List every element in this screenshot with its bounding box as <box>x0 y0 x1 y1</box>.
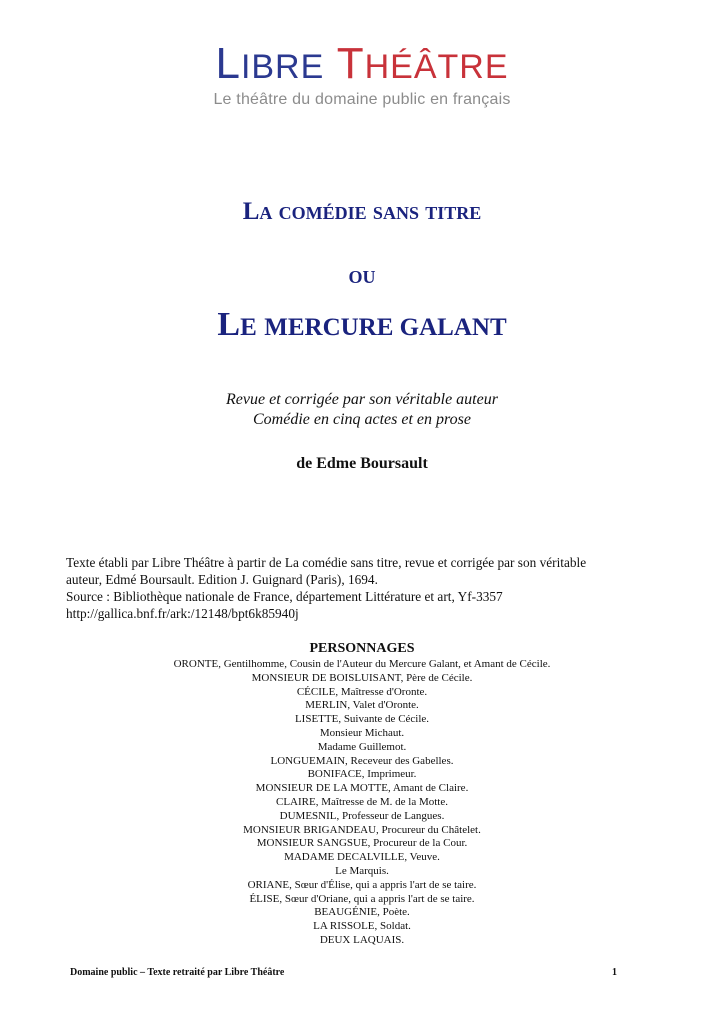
personnage-item: MONSIEUR DE BOISLUISANT, Père de Cécile. <box>251 671 473 684</box>
page-number: 1 <box>612 967 617 978</box>
personnage-item: CLAIRE, Maîtresse de M. de la Motte. <box>276 795 448 808</box>
libre-theatre-logo <box>0 40 724 109</box>
footer-text: Domaine public – Texte retraité par Libre Théâtre <box>70 967 285 978</box>
subtitle-line-1: Revue et corrigée par son véritable auteur <box>226 391 498 408</box>
personnage-item: BEAUGÉNIE, Poète. <box>314 906 410 919</box>
title-line-2 <box>0 262 724 290</box>
title-line-3-rest: MERCURE GALANT <box>264 314 507 341</box>
logo-title <box>0 40 724 91</box>
personnage-item: MADAME DECALVILLE, Veuve. <box>284 851 440 864</box>
logo-tagline: Le théâtre du domaine public en français <box>213 91 511 108</box>
personnage-item: DUMESNIL, Professeur de Langues. <box>279 809 445 822</box>
title-line-3-e: E <box>240 314 257 341</box>
title-line-2-text: ou <box>348 262 376 289</box>
personnage-item: CÉCILE, Maîtresse d'Oronte. <box>296 685 428 698</box>
logo-theatre-rest: HÉÂTRE <box>364 48 509 86</box>
logo-theatre-initial: T <box>336 39 365 88</box>
personnage-item: MONSIEUR BRIGANDEAU, Procureur du Châtelet. <box>243 823 481 836</box>
title-line-1-text: La comédie sans titre <box>242 198 482 225</box>
logo-word-libre <box>215 39 324 88</box>
personnages-heading: PERSONNAGES <box>309 641 415 656</box>
personnage-item: MERLIN, Valet d'Oronte. <box>305 699 419 712</box>
personnage-item: Monsieur Michaut. <box>319 726 405 739</box>
title-line-3 <box>0 306 724 344</box>
personnages-section <box>0 641 724 948</box>
logo-libre-initial: L <box>215 39 241 88</box>
personnage-item: DEUX LAQUAIS. <box>319 933 405 946</box>
source-url: http://gallica.bnf.fr/ark:/12148/bpt6k85940j <box>66 606 299 621</box>
subtitle <box>0 390 724 430</box>
source-line-2: auteur, Edmé Boursault. Edition J. Guignard (Paris), 1694. <box>66 572 378 587</box>
source-line-1: Texte établi par Libre Théâtre à partir de La comédie sans titre, revue et corrigée par son véritable <box>66 555 587 570</box>
source-note <box>66 554 666 622</box>
author: de Edme Boursault <box>296 455 428 472</box>
personnage-item: LA RISSOLE, Soldat. <box>313 920 411 933</box>
personnage-item: LONGUEMAIN, Receveur des Gabelles. <box>270 754 454 767</box>
personnage-item: BONIFACE, Imprimeur. <box>307 768 417 781</box>
personnage-item: MONSIEUR DE LA MOTTE, Amant de Claire. <box>255 782 469 795</box>
personnage-item: ÉLISE, Sœur d'Oriane, qui a appris l'art de se taire. <box>249 892 475 905</box>
logo-libre-rest: IBRE <box>240 48 325 86</box>
personnage-item: ORIANE, Sœur d'Élise, qui a appris l'art de se taire. <box>247 878 477 891</box>
personnage-item: ORONTE, Gentilhomme, Cousin de l'Auteur du Mercure Galant, et Amant de Cécile. <box>173 658 551 670</box>
personnages-list <box>0 658 724 948</box>
subtitle-line-2: Comédie en cinq actes et en prose <box>252 411 471 428</box>
personnage-item: Madame Guillemot. <box>317 740 407 753</box>
title-line-3-initial: L <box>217 306 241 343</box>
personnage-item: MONSIEUR SANGSUE, Procureur de la Cour. <box>256 837 468 850</box>
personnage-item: Le Marquis. <box>335 864 389 877</box>
personnage-item: LISETTE, Suivante de Cécile. <box>294 713 430 726</box>
title-line-1 <box>0 198 724 226</box>
logo-word-theatre <box>337 39 509 88</box>
source-line-3: Source : Bibliothèque nationale de France, département Littérature et art, Yf-3357 <box>66 589 503 604</box>
